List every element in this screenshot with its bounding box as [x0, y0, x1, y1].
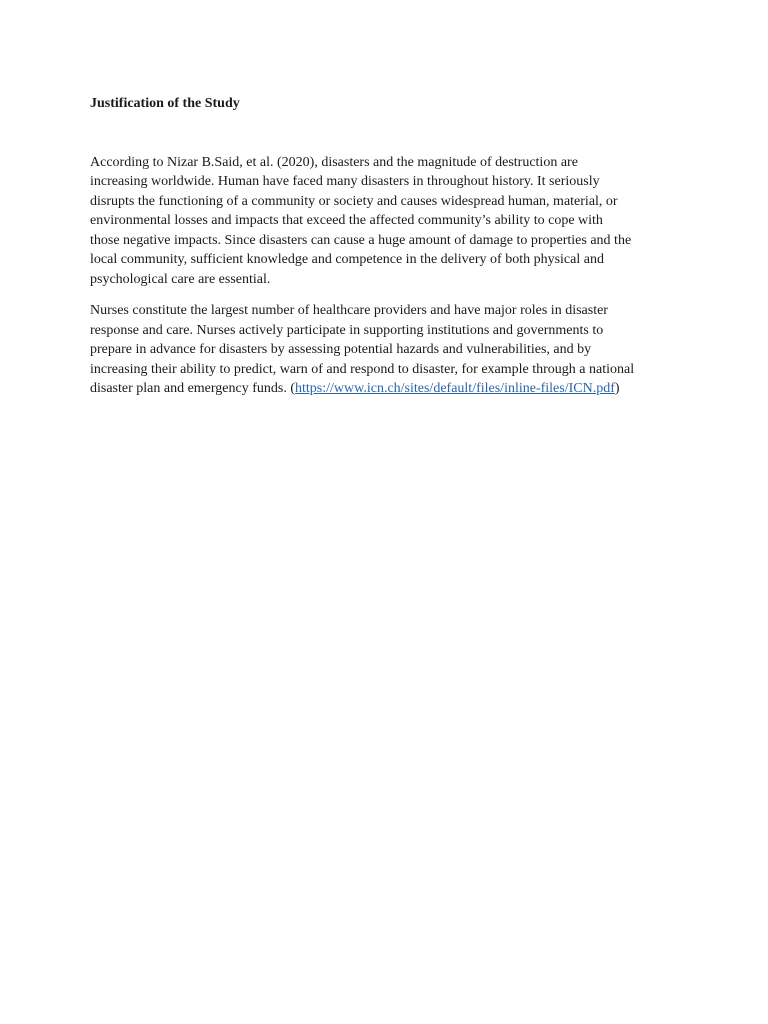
citation-link[interactable]: https://www.icn.ch/sites/default/files/inline-files/ICN.pdf: [295, 381, 615, 396]
paragraph-2: [90, 301, 690, 399]
paragraph-1-line: disrupts the functioning of a community or society and causes widespread human, material, or: [90, 193, 618, 209]
paragraph-1-line: psychological care are essential.: [90, 271, 271, 287]
section-heading: Justification of the Study: [90, 96, 240, 111]
paragraph-2-line: Nurses constitute the largest number of healthcare providers and have major roles in disaster: [90, 303, 608, 318]
paragraph-2-line: prepare in advance for disasters by assessing potential hazards and vulnerabilities, and by: [90, 342, 592, 357]
paragraph-1-line: According to Nizar B.Said, et al. (2020), disasters and the magnitude of destruction are: [90, 154, 578, 170]
document-body: [90, 94, 690, 399]
paragraph-1-line: local community, sufficient knowledge and competence in the delivery of both physical and: [90, 252, 604, 267]
paragraph-2-line-prefix: disaster plan and emergency funds. (: [90, 381, 296, 396]
paragraph-2-last-line: [90, 379, 690, 399]
paragraph-1-line: those negative impacts. Since disasters can cause a huge amount of damage to properties and the: [90, 232, 632, 248]
paragraph-2-line: increasing their ability to predict, warn of and respond to disaster, for example through a national: [90, 361, 635, 377]
paragraph-1-line: environmental losses and impacts that exceed the affected community’s ability to cope with: [90, 213, 603, 228]
paragraph-2-line: response and care. Nurses actively participate in supporting institutions and governments to: [90, 322, 604, 338]
paragraph-2-line-suffix: ): [614, 381, 620, 396]
paragraph-1: [90, 153, 690, 290]
paragraph-1-line: increasing worldwide. Human have faced many disasters in throughout history. It seriously: [90, 174, 600, 189]
